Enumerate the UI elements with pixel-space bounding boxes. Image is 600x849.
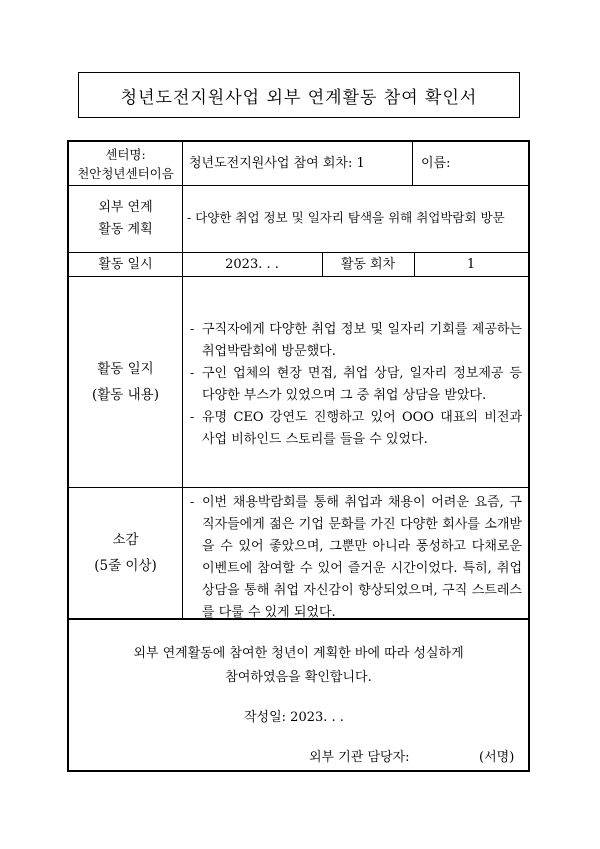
list-item: - 유명 CEO 강연도 진행하고 있어 OOO 대표의 비전과 사업 비하인드 스토리를 들을 수 있었다. xyxy=(190,409,522,447)
plan-value: - 다양한 취업 정보 및 일자리 탐색을 위해 취업박람회 방문 xyxy=(187,210,505,225)
signature-mark: (서명) xyxy=(479,750,515,765)
activity-datetime-value: 2023. . . xyxy=(225,256,279,272)
impression-label-line2: (5줄 이상) xyxy=(94,557,157,574)
center-name-value: 천안청년센터이음 xyxy=(77,165,174,181)
center-name-cell xyxy=(69,142,182,185)
confirmation-statement: 외부 연계활동에 참여한 청년이 계획한 바에 따라 성실하게 참여하였음을 확인합니다. xyxy=(133,646,464,685)
journal-label-line1: 활동 일지 xyxy=(97,360,154,377)
center-name-label: 센터명: xyxy=(105,146,146,162)
session-number-label: 청년도전지원사업 참여 회차: 1 xyxy=(189,156,365,171)
list-item: - 구직자에게 다양한 취업 정보 및 일자리 기회를 제공하는 취업박람회에 방문했다. xyxy=(190,321,522,359)
document-title: 청년도전지원사업 외부 연계활동 참여 확인서 xyxy=(78,72,520,118)
impression-label-cell xyxy=(69,487,182,618)
confirmation-form xyxy=(67,140,530,772)
plan-label-cell xyxy=(69,185,182,252)
activity-count-label: 활동 회차 xyxy=(340,256,396,272)
impression-text-cell: - 이번 채용박람회를 통해 취업과 채용이 어려운 요즘, 구직자들에게 젊은 기업 문화를 가진 다양한 회사를 소개받을 수 있어 좋았으며, 그뿐만 아니라 풍성하고 다채로운 이벤트에 참여할 수 있어 즐거운 시간이었다. 특히, 취업 상담을 통해 취업 자신감이 향상되었으며, 구직 스트레스를 다룰 수 있게 되었다. xyxy=(182,492,528,624)
journal-label-line2: (활동 내용) xyxy=(92,386,159,403)
external-agency-signer-label: 외부 기관 담당자: xyxy=(309,750,410,765)
journal-list xyxy=(182,319,528,451)
plan-label-line1: 외부 연계 xyxy=(98,199,153,215)
plan-label-line2: 활동 계획 xyxy=(98,221,153,237)
written-date: 작성일: 2023. . . xyxy=(244,710,344,725)
list-item: - 구인 업체의 현장 면접, 취업 상담, 일자리 정보제공 등 다양한 부스가 있었으며 그 중 취업 상담을 받았다. xyxy=(190,365,522,403)
activity-datetime-label: 활동 일시 xyxy=(98,256,153,272)
column-divider xyxy=(412,142,413,185)
activity-count-value: 1 xyxy=(466,256,476,272)
name-label: 이름: xyxy=(421,156,451,171)
journal-label-cell xyxy=(69,276,182,487)
impression-label-line1: 소감 xyxy=(112,531,139,548)
impression-text: 이번 채용박람회를 통해 취업과 채용이 어려운 요즘, 구직자들에게 젊은 기업 문화를 가진 다양한 회사를 소개받을 수 있어 좋았으며, 그뿐만 아니라 풍성하고 다채로운 이벤트에 참여할 수 있어 즐거운 시간이었다. 특히, 취업 상담을 통해 취업 자신감이 향상되었으며, 구직 스트레스를 다룰 수 있게 되었다. xyxy=(202,495,522,620)
